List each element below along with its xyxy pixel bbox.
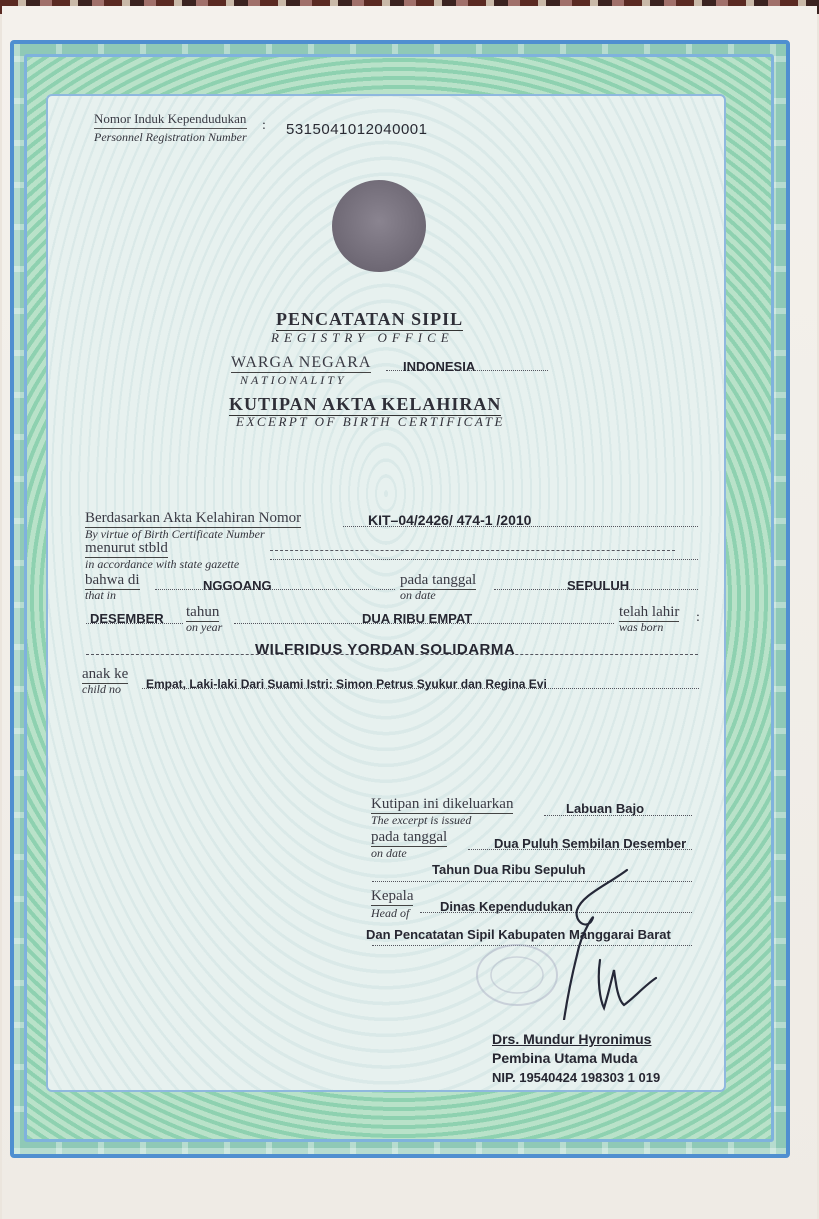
child-value: Empat, Laki-laki Dari Suami Istri: Simon Petrus Syukur dan Regina Evi — [146, 677, 547, 691]
official-name: Drs. Mundur Hyronimus — [492, 1031, 652, 1047]
nik-label-en: Personnel Registration Number — [94, 130, 247, 144]
date-label-en: on date — [400, 588, 436, 602]
year-value: DUA RIBU EMPAT — [362, 611, 473, 626]
document-subtitle: EXCERPT OF BIRTH CERTIFICATE — [236, 414, 505, 429]
nationality-label-en: NATIONALITY — [240, 373, 347, 387]
head-label-en: Head of — [371, 906, 410, 920]
issued-value: Labuan Bajo — [566, 801, 645, 816]
head-label: Kepala — [371, 888, 414, 904]
head-value: Dinas Kependudukan — [440, 899, 573, 914]
dept-value: Dan Pencatatan Sipil Kabupaten Manggarai Barat — [366, 927, 671, 942]
photo-seal-circle — [332, 180, 426, 272]
born-label-en: was born — [619, 620, 664, 634]
official-stamp-faint — [472, 940, 562, 1010]
stbld-label: menurut stbld — [85, 540, 168, 556]
issued-label-en: The excerpt is issued — [371, 813, 472, 827]
born-colon: : — [696, 610, 700, 625]
on-date-value: Dua Puluh Sembilan Desember — [494, 836, 687, 851]
official-rank: Pembina Utama Muda — [492, 1050, 638, 1066]
child-label-en: child no — [82, 682, 121, 696]
nationality-label: WARGA NEGARA — [231, 354, 372, 371]
on-date-label-en: on date — [371, 846, 407, 860]
basis-label: Berdasarkan Akta Kelahiran Nomor — [85, 510, 302, 526]
office-title: PENCATATAN SIPIL — [276, 309, 464, 329]
on-date-label: pada tanggal — [371, 829, 448, 845]
nik-label-id: Nomor Induk Kependudukan — [94, 111, 247, 126]
basis-label-en: By virtue of Birth Certificate Number — [85, 527, 265, 541]
stbld-label-en: in accordance with state gazette — [85, 557, 240, 571]
issued-label: Kutipan ini dikeluarkan — [371, 796, 514, 812]
stbld-dash-line — [270, 550, 675, 551]
child-label: anak ke — [82, 666, 129, 682]
nationality-value: INDONESIA — [403, 359, 476, 374]
place-label: bahwa di — [85, 572, 140, 588]
place-line — [155, 589, 395, 590]
official-signature — [552, 860, 682, 1020]
year-label-en: on year — [186, 620, 223, 634]
office-subtitle: REGISTRY OFFICE — [271, 330, 454, 345]
date-value: SEPULUH — [567, 578, 630, 593]
year-issued-value: Tahun Dua Ribu Sepuluh — [432, 862, 586, 877]
basis-value: KIT–04/2426/ 474-1 /2010 — [368, 512, 532, 528]
nik-colon: : — [262, 118, 266, 133]
year-label: tahun — [186, 604, 220, 620]
born-label: telah lahir — [619, 604, 680, 620]
place-value: NGGOANG — [203, 578, 272, 593]
month-value: DESEMBER — [90, 611, 164, 626]
official-nip: NIP. 19540424 198303 1 019 — [492, 1070, 661, 1085]
name-value: WILFRIDUS YORDAN SOLIDARMA — [255, 641, 516, 658]
place-label-en: that in — [85, 588, 117, 602]
stbld-line — [270, 559, 698, 560]
date-label: pada tanggal — [400, 572, 477, 588]
nik-value: 5315041012040001 — [286, 121, 428, 138]
document-title: KUTIPAN AKTA KELAHIRAN — [229, 394, 502, 414]
